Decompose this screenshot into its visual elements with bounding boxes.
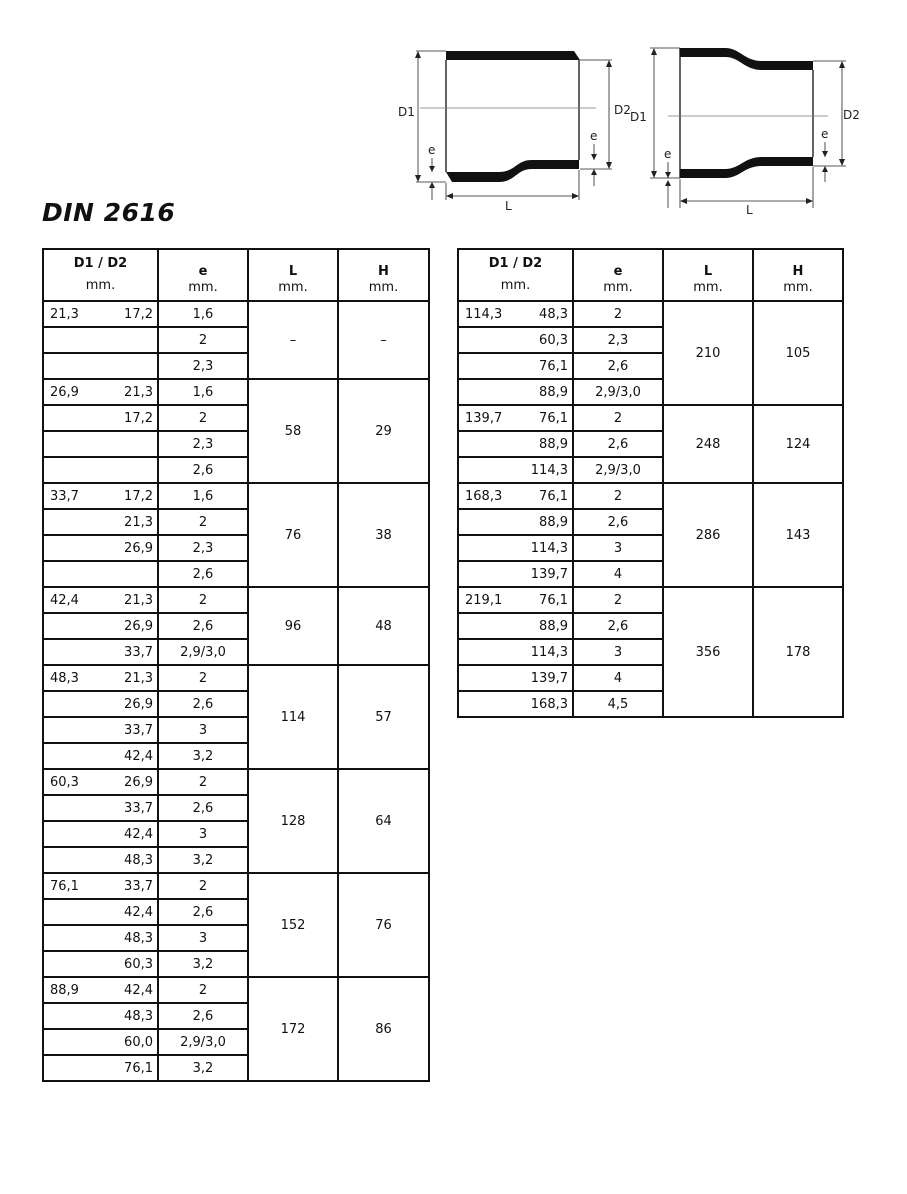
diameter-cell xyxy=(43,1055,158,1081)
l-value: 114 xyxy=(248,665,338,769)
header-l-label: L xyxy=(703,264,713,279)
e-value: 2,6 xyxy=(158,899,248,925)
header-d1-d2 xyxy=(458,249,573,301)
d1-value: 114,3 xyxy=(465,307,503,322)
diameter-cell xyxy=(458,483,573,509)
header-l-unit: mm. xyxy=(278,280,308,295)
e-value: 2 xyxy=(573,405,663,431)
e-value: 1,6 xyxy=(158,379,248,405)
diameter-cell xyxy=(458,327,573,353)
diameter-cell xyxy=(43,457,158,483)
h-value: 178 xyxy=(753,587,843,717)
d2-value: 168,3 xyxy=(530,697,568,712)
diameter-cell xyxy=(458,613,573,639)
h-value: 57 xyxy=(338,665,429,769)
diameter-cell xyxy=(43,483,158,509)
e-value: 2,9/3,0 xyxy=(158,639,248,665)
l-value: 76 xyxy=(248,483,338,587)
table-header-row xyxy=(43,249,429,301)
header-h-label: H xyxy=(792,264,804,279)
diameter-cell xyxy=(458,665,573,691)
e-value: 2 xyxy=(158,977,248,1003)
table-row xyxy=(43,483,429,509)
d2-value: 114,3 xyxy=(530,645,568,660)
e-value: 2,6 xyxy=(158,457,248,483)
e-value: 2,3 xyxy=(158,353,248,379)
header-h-unit: mm. xyxy=(783,280,813,295)
d2-value: 42,4 xyxy=(124,983,153,998)
d2-value: 88,9 xyxy=(539,437,568,452)
e-value: 2,6 xyxy=(158,795,248,821)
l-value: 172 xyxy=(248,977,338,1081)
e-value: 2,6 xyxy=(158,1003,248,1029)
h-value: 86 xyxy=(338,977,429,1081)
header-l xyxy=(248,249,338,301)
d2-value: 76,1 xyxy=(539,411,568,426)
e-value: 3,2 xyxy=(158,951,248,977)
d2-value: 48,3 xyxy=(124,931,153,946)
e-value: 2,3 xyxy=(573,327,663,353)
e-value: 2,6 xyxy=(573,431,663,457)
h-value: 143 xyxy=(753,483,843,587)
header-e-unit: mm. xyxy=(603,280,633,295)
d2-value: 33,7 xyxy=(124,801,153,816)
diameter-cell xyxy=(43,691,158,717)
header-e-label: e xyxy=(198,264,208,279)
e-value: 2,9/3,0 xyxy=(573,457,663,483)
l-value: 210 xyxy=(663,301,753,405)
d2-label-right: D2 xyxy=(843,108,860,122)
l-label-left: L xyxy=(505,199,512,213)
e-value: 2,6 xyxy=(158,613,248,639)
dimension-table-right xyxy=(457,248,844,718)
d1-value: 88,9 xyxy=(50,983,79,998)
diameter-cell xyxy=(43,899,158,925)
header-d1-d2-label: D1 / D2 xyxy=(488,256,543,271)
l-value: 96 xyxy=(248,587,338,665)
d2-value: 88,9 xyxy=(539,385,568,400)
d2-value: 26,9 xyxy=(124,697,153,712)
diameter-cell xyxy=(43,353,158,379)
table-row xyxy=(43,769,429,795)
diameter-cell xyxy=(43,535,158,561)
reducer-diagram xyxy=(380,40,870,220)
header-e-label: e xyxy=(613,264,623,279)
h-value: 64 xyxy=(338,769,429,873)
e-value: 3 xyxy=(158,717,248,743)
d2-value: 76,1 xyxy=(539,489,568,504)
h-value: 48 xyxy=(338,587,429,665)
e-value: 2 xyxy=(158,587,248,613)
d2-value: 48,3 xyxy=(124,1009,153,1024)
diameter-cell xyxy=(43,769,158,795)
e-value: 2 xyxy=(158,873,248,899)
diameter-cell xyxy=(43,1029,158,1055)
d2-value: 17,2 xyxy=(124,489,153,504)
table-row xyxy=(43,665,429,691)
table-row xyxy=(458,483,843,509)
table-row xyxy=(43,301,429,327)
d2-value: 139,7 xyxy=(530,567,568,582)
e-value: 4,5 xyxy=(573,691,663,717)
d2-value: 88,9 xyxy=(539,515,568,530)
d2-value: 33,7 xyxy=(124,879,153,894)
e-value: 2 xyxy=(158,405,248,431)
diameter-cell xyxy=(43,665,158,691)
header-l xyxy=(663,249,753,301)
d2-value: 33,7 xyxy=(124,645,153,660)
diameter-cell xyxy=(43,405,158,431)
table-header-row xyxy=(458,249,843,301)
header-l-unit: mm. xyxy=(693,280,723,295)
d2-value: 60,3 xyxy=(539,333,568,348)
d2-value: 60,3 xyxy=(124,957,153,972)
header-h-unit: mm. xyxy=(368,280,399,295)
table-row xyxy=(458,587,843,613)
diameter-cell xyxy=(43,717,158,743)
diameter-cell xyxy=(458,353,573,379)
d2-value: 17,2 xyxy=(124,411,153,426)
header-h xyxy=(753,249,843,301)
d2-value: 76,1 xyxy=(124,1061,153,1076)
diameter-cell xyxy=(458,457,573,483)
e-label-right-2: e xyxy=(821,127,829,141)
l-value: – xyxy=(248,301,338,379)
table-row xyxy=(43,977,429,1003)
e-value: 3,2 xyxy=(158,847,248,873)
diameter-cell xyxy=(43,1003,158,1029)
d2-value: 60,0 xyxy=(124,1035,153,1050)
diameter-cell xyxy=(458,691,573,717)
d2-value: 48,3 xyxy=(539,307,568,322)
l-value: 152 xyxy=(248,873,338,977)
diameter-cell xyxy=(458,639,573,665)
h-value: 105 xyxy=(753,301,843,405)
table-body-left xyxy=(43,301,429,1081)
diameter-cell xyxy=(43,613,158,639)
e-value: 2,3 xyxy=(158,535,248,561)
d2-value: 42,4 xyxy=(124,749,153,764)
e-value: 2,6 xyxy=(158,561,248,587)
diameter-cell xyxy=(43,587,158,613)
diameter-cell xyxy=(458,405,573,431)
e-value: 1,6 xyxy=(158,301,248,327)
d2-value: 33,7 xyxy=(124,723,153,738)
d2-value: 114,3 xyxy=(530,463,568,478)
diameter-cell xyxy=(43,327,158,353)
d2-value: 76,1 xyxy=(539,593,568,608)
diameter-cell xyxy=(43,431,158,457)
e-value: 2,9/3,0 xyxy=(158,1029,248,1055)
diameter-cell xyxy=(43,821,158,847)
table-row xyxy=(458,301,843,327)
e-label-left-2: e xyxy=(590,129,598,143)
diameter-cell xyxy=(43,379,158,405)
e-value: 3 xyxy=(158,821,248,847)
d1-value: 42,4 xyxy=(50,593,79,608)
e-value: 2 xyxy=(573,301,663,327)
d2-value: 21,3 xyxy=(124,515,153,530)
e-value: 2,6 xyxy=(158,691,248,717)
l-value: 128 xyxy=(248,769,338,873)
diameter-cell xyxy=(458,509,573,535)
diameter-cell xyxy=(43,639,158,665)
e-value: 4 xyxy=(573,561,663,587)
e-value: 2 xyxy=(573,587,663,613)
d2-value: 48,3 xyxy=(124,853,153,868)
l-value: 356 xyxy=(663,587,753,717)
diameter-cell xyxy=(43,795,158,821)
d2-value: 26,9 xyxy=(124,775,153,790)
diameter-cell xyxy=(43,509,158,535)
header-h xyxy=(338,249,429,301)
diameter-cell xyxy=(458,379,573,405)
table-row xyxy=(43,873,429,899)
table-body-right xyxy=(458,301,843,717)
l-label-right: L xyxy=(746,203,753,217)
e-value: 3 xyxy=(573,535,663,561)
d1-value: 48,3 xyxy=(50,671,79,686)
d2-value: 21,3 xyxy=(124,671,153,686)
header-d1-d2-unit: mm. xyxy=(85,278,116,293)
standard-title: DIN 2616 xyxy=(42,198,176,227)
header-d1-d2-label: D1 / D2 xyxy=(73,256,128,271)
diameter-cell xyxy=(43,561,158,587)
diameter-cell xyxy=(43,977,158,1003)
d2-value: 26,9 xyxy=(124,541,153,556)
diameter-cell xyxy=(458,301,573,327)
d2-value: 17,2 xyxy=(124,307,153,322)
diameter-cell xyxy=(43,951,158,977)
e-value: 3 xyxy=(573,639,663,665)
e-value: 3,2 xyxy=(158,1055,248,1081)
h-value: 76 xyxy=(338,873,429,977)
d2-value: 42,4 xyxy=(124,827,153,842)
l-value: 286 xyxy=(663,483,753,587)
table-row xyxy=(43,587,429,613)
header-l-label: L xyxy=(288,264,298,279)
header-d1-d2 xyxy=(43,249,158,301)
table-row xyxy=(43,379,429,405)
diameter-cell xyxy=(43,743,158,769)
l-value: 58 xyxy=(248,379,338,483)
e-value: 2 xyxy=(158,327,248,353)
header-e xyxy=(573,249,663,301)
table-row xyxy=(458,405,843,431)
h-value: 29 xyxy=(338,379,429,483)
d2-value: 26,9 xyxy=(124,619,153,634)
e-value: 2 xyxy=(158,665,248,691)
h-value: – xyxy=(338,301,429,379)
diameter-cell xyxy=(43,873,158,899)
e-value: 4 xyxy=(573,665,663,691)
h-value: 38 xyxy=(338,483,429,587)
diameter-cell xyxy=(43,925,158,951)
header-d1-d2-unit: mm. xyxy=(500,278,531,293)
diameter-cell xyxy=(458,587,573,613)
e-value: 2 xyxy=(158,509,248,535)
diameter-cell xyxy=(43,301,158,327)
e-value: 2 xyxy=(158,769,248,795)
l-value: 248 xyxy=(663,405,753,483)
e-value: 3,2 xyxy=(158,743,248,769)
h-value: 124 xyxy=(753,405,843,483)
e-value: 3 xyxy=(158,925,248,951)
concentric-reducer-drawing xyxy=(630,48,860,217)
e-value: 2 xyxy=(573,483,663,509)
d2-value: 76,1 xyxy=(539,359,568,374)
header-e xyxy=(158,249,248,301)
d2-value: 21,3 xyxy=(124,593,153,608)
eccentric-reducer-drawing xyxy=(398,51,631,213)
d2-value: 88,9 xyxy=(539,619,568,634)
e-value: 2,6 xyxy=(573,613,663,639)
dimension-table-left xyxy=(42,248,430,1082)
e-value: 2,6 xyxy=(573,353,663,379)
d2-value: 42,4 xyxy=(124,905,153,920)
e-label-left: e xyxy=(428,143,436,157)
d2-value: 21,3 xyxy=(124,385,153,400)
d2-value: 139,7 xyxy=(530,671,568,686)
diameter-cell xyxy=(458,561,573,587)
d1-value: 139,7 xyxy=(465,411,503,426)
e-label-right: e xyxy=(664,147,672,161)
d1-label-left: D1 xyxy=(398,105,415,119)
d1-value: 168,3 xyxy=(465,489,503,504)
d1-value: 26,9 xyxy=(50,385,79,400)
d1-label-right: D1 xyxy=(630,110,647,124)
header-e-unit: mm. xyxy=(188,280,218,295)
diameter-cell xyxy=(458,535,573,561)
e-value: 2,3 xyxy=(158,431,248,457)
d2-label-left: D2 xyxy=(614,103,631,117)
diameter-cell xyxy=(458,431,573,457)
e-value: 1,6 xyxy=(158,483,248,509)
d2-value: 114,3 xyxy=(530,541,568,556)
header-h-label: H xyxy=(378,264,389,279)
d1-value: 33,7 xyxy=(50,489,79,504)
d1-value: 21,3 xyxy=(50,307,79,322)
e-value: 2,9/3,0 xyxy=(573,379,663,405)
d1-value: 219,1 xyxy=(465,593,503,608)
diameter-cell xyxy=(43,847,158,873)
e-value: 2,6 xyxy=(573,509,663,535)
d1-value: 60,3 xyxy=(50,775,79,790)
d1-value: 76,1 xyxy=(50,879,79,894)
